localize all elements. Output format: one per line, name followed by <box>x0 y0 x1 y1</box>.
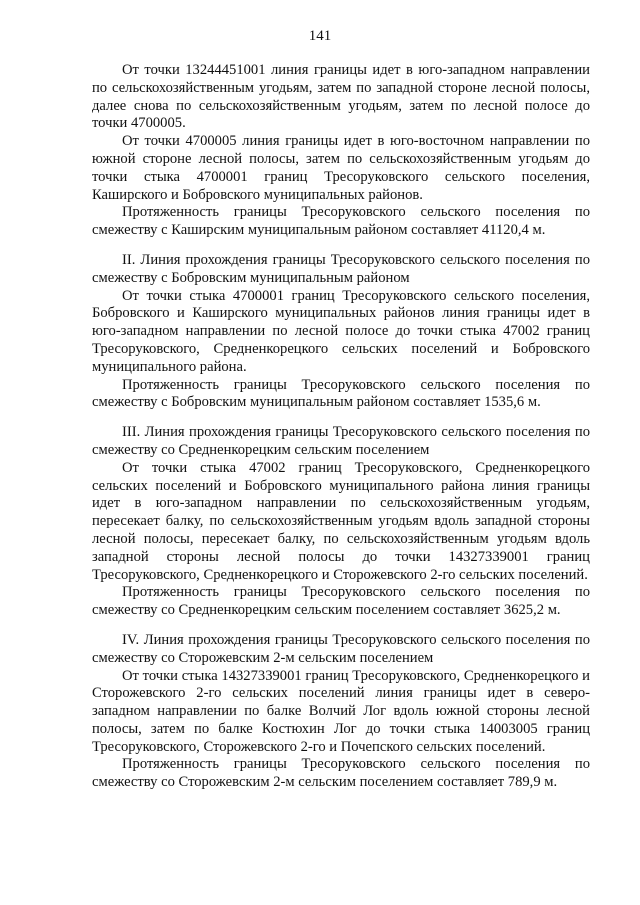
paragraph: Протяженность границы Тресоруковского сельского поселения по смежеству с Каширским муниципальным районом составляет 41120,4 м. <box>92 204 590 239</box>
document-body <box>92 62 590 792</box>
paragraph: Протяженность границы Тресоруковского сельского поселения по смежеству со Сторожевским 2-м сельским поселением составляет 789,9 м. <box>92 756 590 791</box>
paragraph: От точки стыка 4700001 границ Тресоруковского сельского поселения, Бобровского и Каширского муниципальных районов линия границы идет в юго-западном направлении по лесной полосе до точки стыка 47002 границ Тресоруковского, Средненкорецкого сельских поселений и Бобровского муниципального района. <box>92 287 590 375</box>
section-gap <box>92 240 590 252</box>
paragraph: От точки 13244451001 линия границы идет в юго-западном направлении по сельскохозяйственным угодьям, затем по западной стороне лесной полосы, далее снова по сельскохозяйственным угодьям, затем по лесной полосе до точки 4700005. <box>92 62 590 132</box>
paragraph: Протяженность границы Тресоруковского сельского поселения по смежеству с Бобровским муниципальным районом составляет 1535,6 м. <box>92 376 590 411</box>
paragraph: От точки стыка 14327339001 границ Тресоруковского, Средненкорецкого и Сторожевского 2-го сельских поселений линия границы идет в северо-западном направлении по балке Волчий Лог вдоль южной стороны лесной полосы, затем по балке Костюхин Лог до точки стыка 14003005 границ Тресоруковского, Сторожевского 2-го и Почепского сельских поселений. <box>92 667 590 755</box>
paragraph: От точки 4700005 линия границы идет в юго-восточном направлении по южной стороне лесной полосы, затем по сельскохозяйственным угодьям до точки стыка 4700001 границ Тресоруковского сельского поселения, Каширского и Бобровского муниципальных районов. <box>92 133 590 203</box>
section-gap <box>92 620 590 632</box>
section-heading: III. Линия прохождения границы Тресоруковского сельского поселения по смежеству со Средненкорецким сельским поселением <box>92 424 590 458</box>
paragraph: Протяженность границы Тресоруковского сельского поселения по смежеству со Средненкорецким сельским поселением составляет 3625,2 м. <box>92 584 590 619</box>
section-gap <box>92 412 590 424</box>
section-heading: IV. Линия прохождения границы Тресоруковского сельского поселения по смежеству со Сторожевским 2-м сельским поселением <box>92 631 590 666</box>
paragraph: От точки стыка 47002 границ Тресоруковского, Средненкорецкого сельских поселений и Бобровского муниципального района линия границы идет в юго-западном направлении по сельскохозяйственным угодьям, пересекает балку, по сельскохозяйственным угодьям вдоль западной стороны лесной полосы, пересекает балку, по сельскохозяйственным угодьям вдоль западной стороны лесной полосы до точки 14327339001 границ Тресоруковского, Средненкорецкого и Сторожевского 2-го сельских поселений. <box>92 459 590 583</box>
section-heading: II. Линия прохождения границы Тресоруковского сельского поселения по смежеству с Бобровским муниципальным районом <box>92 251 590 286</box>
page-number: 141 <box>308 28 332 44</box>
